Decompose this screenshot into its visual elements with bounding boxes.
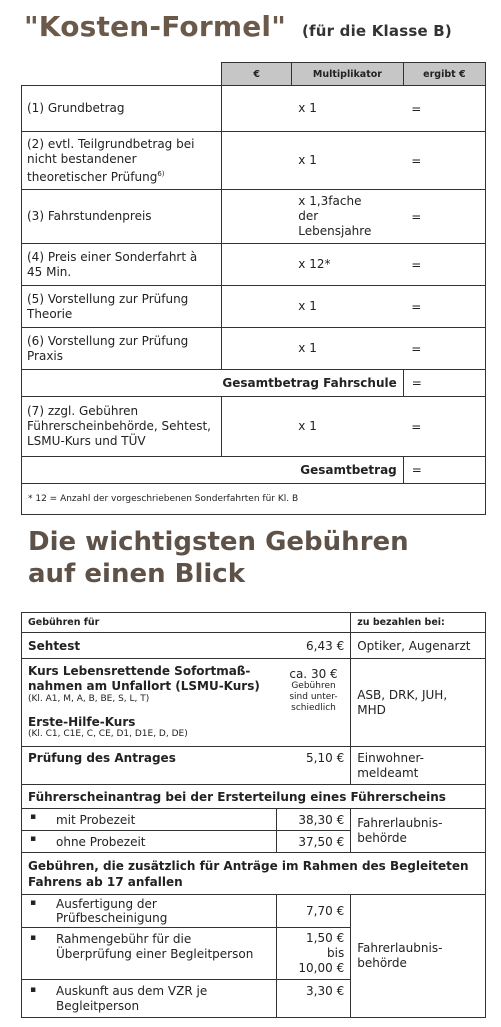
bf-item-price-b: bis: [327, 946, 345, 960]
fs-item-label: ▪ mit Probezeit: [22, 809, 277, 831]
table-row: [22, 397, 486, 457]
table-row: [22, 659, 486, 709]
subtotal-equals: =: [403, 370, 485, 397]
row-equals: =: [403, 86, 485, 132]
row-multiplier: x 1: [222, 286, 403, 328]
row-multiplier: x 12*: [222, 244, 403, 286]
table-header-row: [22, 63, 486, 86]
bf-section-title: Gebühren, die zusätzlich für Anträge im Rahmen des Begleiteten Fahrens ab 17 anfallen: [22, 853, 486, 895]
antrag-price: 5,10 €: [277, 747, 351, 785]
total-equals: =: [403, 457, 485, 484]
bf-item-label: ▪ Rahmengebühr für die Überprüfung einer Begleitperson: [22, 928, 277, 980]
table-row: [22, 286, 486, 328]
row-multiplier: x 1: [222, 86, 403, 132]
table-row: [22, 895, 486, 928]
row-label: (1) Grundbetrag: [22, 86, 222, 132]
kosten-formel-subtitle: (für die Klasse B): [301, 22, 452, 40]
row-equals: =: [403, 190, 485, 244]
table-row: [22, 132, 486, 190]
total-row: [22, 457, 486, 484]
header-gebuehren-fuer: Gebühren für: [22, 613, 351, 633]
gebuehren-table: [21, 612, 486, 1018]
kurs-note: Gebühren sind unter- schiedlich: [289, 681, 338, 713]
bf-item-price-cell: [277, 928, 351, 980]
section-row: [22, 785, 486, 809]
table-row: [22, 328, 486, 370]
fs-item-price: 38,30 €: [277, 809, 351, 831]
table-row: [22, 633, 486, 659]
bf-item-label: ▪ Ausfertigung der Prüfbescheinigung: [22, 895, 277, 928]
fs-item-label: ▪ ohne Probezeit: [22, 831, 277, 853]
row-equals: =: [403, 244, 485, 286]
row-label: (5) Vorstellung zur Prüfung Theorie: [22, 286, 222, 328]
row-equals: =: [403, 286, 485, 328]
bf-item-price-c: 10,00 €: [298, 961, 345, 975]
gebuehren-title-line1: Die wichtigsten Gebühren: [28, 527, 409, 557]
ersthilfe-label: Erste-Hilfe-Kurs: [28, 715, 136, 730]
footnote-ref: 6): [157, 169, 165, 178]
ersthilfe-cell: [22, 709, 277, 747]
kosten-formel-heading: "Kosten-Formel": [24, 10, 287, 43]
kurs-price: ca. 30 €: [289, 667, 338, 681]
fs-item-price: 37,50 €: [277, 831, 351, 853]
section-row: [22, 853, 486, 895]
antrag-where: Einwohner- meldeamt: [351, 747, 486, 785]
row-multiplier: x 1: [222, 132, 403, 190]
table-header-row: [22, 613, 486, 633]
bf-item-price-a: 1,50 €: [306, 931, 345, 945]
row-label: [22, 132, 222, 190]
footnote-row: [22, 484, 486, 515]
bf-where: Fahrerlaubnis- behörde: [351, 895, 486, 1018]
table-row: [22, 190, 486, 244]
kurs-where: ASB, DRK, JUH, MHD: [351, 659, 486, 747]
header-ergibt: ergibt €: [403, 63, 485, 86]
row-multiplier: x 1: [222, 328, 403, 370]
row-label: (4) Preis einer Sonderfahrt à 45 Min.: [22, 244, 222, 286]
bf-item-price: 3,30 €: [277, 980, 351, 1018]
gebuehren-title: [28, 526, 409, 590]
kurs-price-cell: [277, 659, 351, 747]
header-blank-cell: [22, 63, 222, 86]
lsmu-label: Kurs Lebensrettende Sofortmaß- nahmen am Unfallort (LSMU-Kurs): [28, 663, 260, 693]
kosten-formel-title: [24, 10, 452, 43]
row-label-text: (2) evtl. Teilgrundbetrag bei nicht bestandener theoretischer Prüfung: [27, 136, 195, 184]
table-row: [22, 86, 486, 132]
row-equals: =: [403, 132, 485, 190]
row-equals: =: [403, 328, 485, 370]
row-label: (6) Vorstellung zur Prüfung Praxis: [22, 328, 222, 370]
table-row: [22, 809, 486, 831]
row-multiplier-text: x 1,3fache der Lebensjahre: [298, 194, 372, 238]
gebuehren-title-line2: auf einen Blick: [28, 559, 246, 589]
fs-section-title: Führerscheinantrag bei der Ersterteilung eines Führerscheins: [22, 785, 486, 809]
fs-where: Fahrerlaubnis- behörde: [351, 809, 486, 853]
row-multiplier: x 1: [222, 397, 403, 457]
table-row: [22, 747, 486, 785]
footnote-text: * 12 = Anzahl der vorgeschriebenen Sonderfahrten für Kl. B: [22, 484, 486, 515]
header-euro: €: [222, 63, 292, 86]
lsmu-cell: [22, 659, 277, 709]
subtotal-row: [22, 370, 486, 397]
row-label: (3) Fahrstundenpreis: [22, 190, 222, 244]
sehtest-price: 6,43 €: [277, 633, 351, 659]
total-label: Gesamtbetrag: [22, 457, 404, 484]
bf-item-price: 7,70 €: [277, 895, 351, 928]
antrag-label: Prüfung des Antrages: [22, 747, 277, 785]
row-equals: =: [403, 397, 485, 457]
sehtest-where: Optiker, Augenarzt: [351, 633, 486, 659]
table-row: [22, 244, 486, 286]
header-zu-bezahlen: zu bezahlen bei:: [351, 613, 486, 633]
subtotal-label: Gesamtbetrag Fahrschule: [22, 370, 404, 397]
lsmu-classes: (Kl. A1, M, A, B, BE, S, L, T): [28, 693, 150, 704]
ersthilfe-classes: (Kl. C1, C1E, C, CE, D1, D1E, D, DE): [28, 729, 188, 740]
kosten-formel-table: [21, 62, 486, 515]
bf-item-label: ▪ Auskunft aus dem VZR je Begleitperson: [22, 980, 277, 1018]
row-multiplier: [222, 190, 403, 244]
row-label: (7) zzgl. Gebühren Führerscheinbehörde, Sehtest, LSMU-Kurs und TÜV: [22, 397, 222, 457]
sehtest-label: Sehtest: [22, 633, 277, 659]
header-multiplikator: Multiplikator: [292, 63, 404, 86]
